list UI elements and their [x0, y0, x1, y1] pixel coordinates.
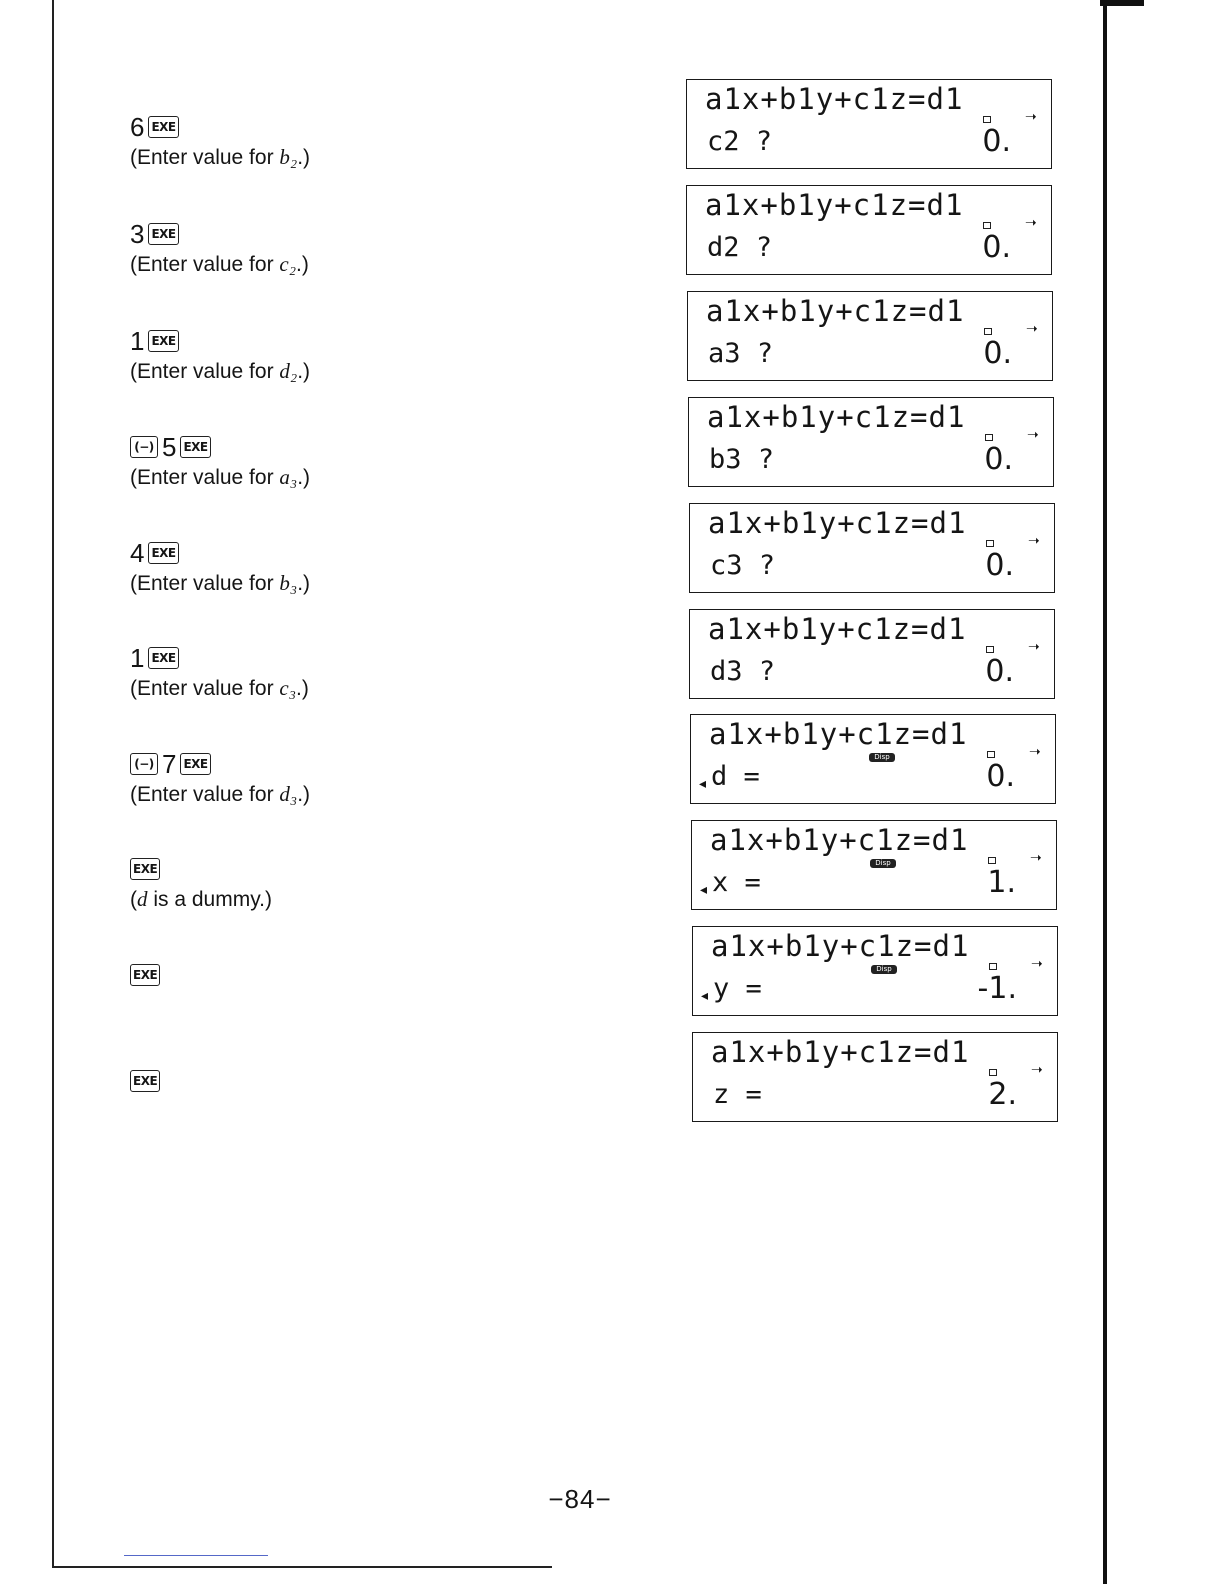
lcd-value: 0. [982, 230, 1011, 265]
step-note: (Enter value for b₂.) [130, 145, 311, 169]
lcd-prompt: d2 ? [707, 232, 773, 263]
digit-key-label: 3 [130, 219, 145, 249]
lcd-formula: a1x+b1y+c1z=d1 [708, 612, 967, 646]
digit-key-label: 1 [130, 326, 145, 356]
lcd-formula: a1x+b1y+c1z=d1 [705, 82, 964, 116]
lcd-formula: a1x+b1y+c1z=d1 [711, 1035, 970, 1069]
digit-key-label: 4 [130, 538, 145, 568]
exe-key: EXE [148, 223, 178, 245]
lcd-formula: a1x+b1y+c1z=d1 [710, 823, 969, 857]
right-arrow-icon: ➝ [1031, 955, 1043, 971]
d-indicator-icon [989, 1069, 997, 1076]
d-indicator-icon [988, 857, 996, 864]
key-sequence [130, 538, 460, 568]
key-sequence [130, 432, 460, 462]
right-arrow-icon: ➝ [1027, 426, 1039, 442]
page-number: −84− [548, 1484, 612, 1514]
lcd-prompt: d = [711, 761, 760, 792]
negative-key: (−) [130, 753, 158, 775]
key-sequence [130, 960, 460, 990]
left-marker-icon: ◂ [700, 881, 708, 897]
right-arrow-icon: ➝ [1028, 532, 1040, 548]
step [130, 538, 460, 597]
page-left-rule [52, 0, 54, 1568]
lcd-screen [686, 185, 1052, 275]
key-sequence [130, 749, 460, 779]
exe-key: EXE [148, 542, 178, 564]
step-note: (Enter value for b₃.) [130, 571, 311, 595]
step [130, 854, 460, 913]
left-marker-icon: ◂ [699, 775, 707, 791]
step-note: (Enter value for c₂.) [130, 252, 309, 276]
lcd-screen [689, 503, 1055, 593]
lcd-value: -1. [977, 971, 1017, 1006]
step [130, 643, 460, 702]
d-indicator-icon [984, 328, 992, 335]
lcd-value: 0. [985, 654, 1014, 689]
right-arrow-icon: ➝ [1031, 1061, 1043, 1077]
lcd-value: 0. [985, 548, 1014, 583]
lcd-screen [692, 926, 1058, 1016]
lcd-formula: a1x+b1y+c1z=d1 [711, 929, 970, 963]
page-right-corner [1100, 0, 1144, 6]
lcd-value: 0. [983, 336, 1012, 371]
page-right-edge [1103, 0, 1107, 1584]
exe-key: EXE [130, 858, 160, 880]
lcd-value: 0. [984, 442, 1013, 477]
lcd-formula: a1x+b1y+c1z=d1 [707, 400, 966, 434]
lcd-value: 2. [988, 1077, 1017, 1112]
step [130, 1066, 460, 1096]
lcd-value: 1. [987, 865, 1016, 900]
right-arrow-icon: ➝ [1025, 108, 1037, 124]
lcd-prompt: b3 ? [709, 444, 775, 475]
lcd-prompt: c3 ? [710, 550, 776, 581]
lcd-screen [691, 820, 1057, 910]
lcd-formula: a1x+b1y+c1z=d1 [709, 717, 968, 751]
d-indicator-icon [983, 222, 991, 229]
step [130, 432, 460, 491]
lcd-screen [687, 291, 1053, 381]
exe-key: EXE [180, 436, 210, 458]
d-indicator-icon [986, 646, 994, 653]
key-sequence [130, 326, 460, 356]
lcd-formula: a1x+b1y+c1z=d1 [706, 294, 965, 328]
bottom-underline [124, 1555, 268, 1556]
exe-key: EXE [130, 1070, 160, 1092]
lcd-prompt: x = [712, 867, 761, 898]
exe-key: EXE [148, 330, 178, 352]
key-sequence [130, 1066, 460, 1096]
lcd-prompt: a3 ? [708, 338, 774, 369]
right-arrow-icon: ➝ [1026, 320, 1038, 336]
d-indicator-icon [983, 116, 991, 123]
lcd-prompt: c2 ? [707, 126, 773, 157]
exe-key: EXE [148, 647, 178, 669]
key-sequence [130, 643, 460, 673]
left-marker-icon: ◂ [701, 987, 709, 1003]
lcd-screen [690, 714, 1056, 804]
disp-indicator: Disp [870, 859, 896, 868]
digit-key-label: 1 [130, 643, 145, 673]
step [130, 326, 460, 385]
step-note: (Enter value for d₃.) [130, 782, 311, 806]
right-arrow-icon: ➝ [1025, 214, 1037, 230]
right-arrow-icon: ➝ [1030, 849, 1042, 865]
d-indicator-icon [986, 540, 994, 547]
right-arrow-icon: ➝ [1029, 743, 1041, 759]
exe-key: EXE [180, 753, 210, 775]
lcd-screen [692, 1032, 1058, 1122]
disp-indicator: Disp [871, 965, 897, 974]
step-note: (Enter value for a₃.) [130, 465, 311, 489]
page-bottom-rule [52, 1566, 552, 1568]
disp-indicator: Disp [869, 753, 895, 762]
d-indicator-icon [989, 963, 997, 970]
lcd-formula: a1x+b1y+c1z=d1 [708, 506, 967, 540]
step [130, 749, 460, 808]
lcd-screen [689, 609, 1055, 699]
d-indicator-icon [987, 751, 995, 758]
lcd-value: 0. [986, 759, 1015, 794]
exe-key: EXE [130, 964, 160, 986]
lcd-formula: a1x+b1y+c1z=d1 [705, 188, 964, 222]
digit-key-label: 6 [130, 112, 145, 142]
lcd-prompt: y = [713, 973, 762, 1004]
step [130, 960, 460, 990]
negative-key: (−) [130, 436, 158, 458]
key-sequence [130, 219, 460, 249]
key-sequence [130, 112, 460, 142]
step-note: (Enter value for d₂.) [130, 359, 311, 383]
lcd-value: 0. [982, 124, 1011, 159]
step-note: (d is a dummy.) [130, 887, 272, 911]
d-indicator-icon [985, 434, 993, 441]
step [130, 219, 460, 278]
lcd-prompt: d3 ? [710, 656, 776, 687]
key-sequence [130, 854, 460, 884]
digit-key-label: 5 [162, 432, 177, 462]
exe-key: EXE [148, 116, 178, 138]
step-note: (Enter value for c₃.) [130, 676, 309, 700]
lcd-screen [686, 79, 1052, 169]
lcd-screen [688, 397, 1054, 487]
right-arrow-icon: ➝ [1028, 638, 1040, 654]
lcd-prompt: z = [713, 1079, 762, 1110]
step [130, 112, 460, 171]
digit-key-label: 7 [162, 749, 177, 779]
